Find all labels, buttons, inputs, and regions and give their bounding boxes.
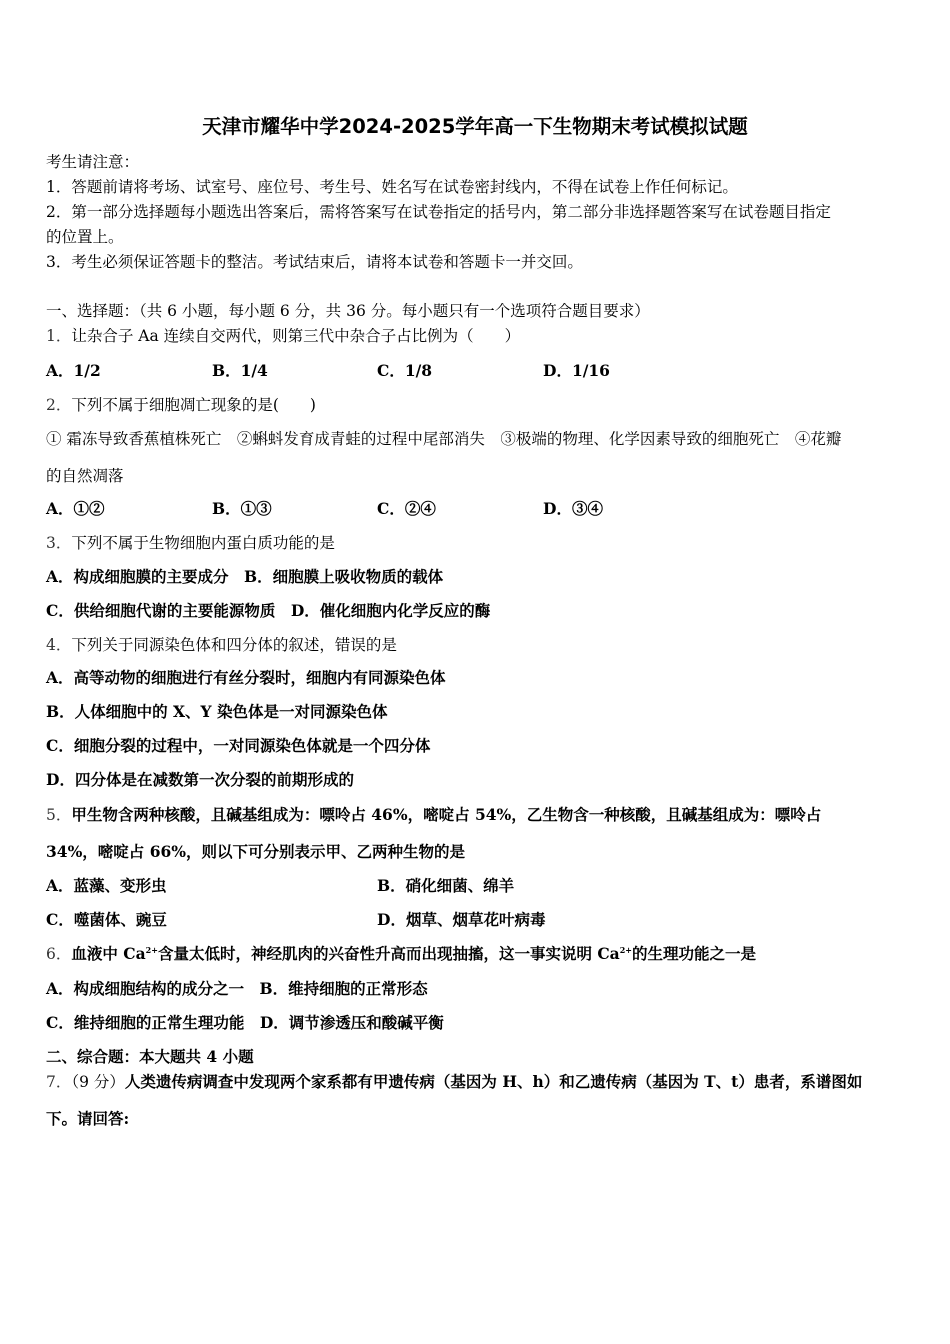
q6-options-cd: C．维持细胞的正常生理功能 D．调节渗透压和酸碱平衡 <box>46 1013 444 1032</box>
question-4 <box>46 635 397 655</box>
question-stem: 甲生物含两种核酸，且碱基组成为：嘌呤占 46%，嘧啶占 54%，乙生物含一种核酸，且碱基组成为：嘌呤占 <box>71 805 822 824</box>
superscript: 2+ <box>619 944 632 955</box>
q5-option-d: D．烟草、烟草花叶病毒 <box>377 910 546 929</box>
q1-option-c: C．1/8 <box>377 361 433 380</box>
question-number: 7． <box>46 1073 72 1091</box>
q5-stem-cont: 34%，嘧啶占 66%，则以下可分别表示甲、乙两种生物的是 <box>46 842 465 861</box>
question-number: 2． <box>46 396 72 414</box>
question-5 <box>46 805 821 825</box>
section-1-heading: 一、选择题：（共 6 小题，每小题 6 分，共 36 分。每小题只有一个选项符合题目要求） <box>46 302 650 320</box>
q2-option-d: D．③④ <box>543 499 603 518</box>
question-stem: 人类遗传病调查中发现两个家系都有甲遗传病（基因为 H、h）和乙遗传病（基因为 T、t）患者，系谱图如 <box>124 1072 863 1091</box>
question-score: （9 分） <box>71 1073 125 1091</box>
exam-title: 天津市耀华中学2024-2025学年高一下生物期末考试模拟试题 <box>202 115 748 138</box>
q2-statements-cont: 的自然凋落 <box>46 467 124 485</box>
question-number: 5． <box>46 806 72 824</box>
question-number: 1． <box>46 327 72 345</box>
question-2 <box>46 395 316 415</box>
q1-option-d: D．1/16 <box>543 361 610 380</box>
question-3 <box>46 533 335 553</box>
question-1 <box>46 326 520 346</box>
notice-item-3: 3．考生必须保证答题卡的整洁。考试结束后，请将本试卷和答题卡一并交回。 <box>46 253 583 271</box>
q3-options-ab: A．构成细胞膜的主要成分 B．细胞膜上吸收物质的载体 <box>46 567 444 586</box>
q1-option-a: A．1/2 <box>46 361 101 380</box>
section-2-heading: 二、综合题：本大题共 4 小题 <box>46 1047 254 1066</box>
q5-option-b: B．硝化细菌、绵羊 <box>377 876 515 895</box>
question-7 <box>46 1072 862 1092</box>
notice-item-1: 1．答题前请将考场、试室号、座位号、考生号、姓名写在试卷密封线内，不得在试卷上作任何标记。 <box>46 178 738 196</box>
q2-option-a: A．①② <box>46 499 105 518</box>
q4-option-a: A．高等动物的细胞进行有丝分裂时，细胞内有同源染色体 <box>46 668 446 687</box>
question-stem: 让杂合子 Aa 连续自交两代，则第三代中杂合子占比例为（ ） <box>71 327 521 345</box>
q4-option-d: D．四分体是在减数第一次分裂的前期形成的 <box>46 770 354 789</box>
question-stem: 血液中 Ca <box>71 944 146 963</box>
q4-option-b: B．人体细胞中的 X、Y 染色体是一对同源染色体 <box>46 702 388 721</box>
question-stem-3: 的生理功能之一是 <box>632 944 757 963</box>
superscript: 2+ <box>145 944 158 955</box>
q2-option-c: C．②④ <box>377 499 436 518</box>
notice-item-2: 2．第一部分选择题每小题选出答案后，需将答案写在试卷指定的括号内，第二部分非选择题答案写在试卷题目指定 <box>46 203 831 221</box>
notice-item-2-cont: 的位置上。 <box>46 228 124 246</box>
q4-option-c: C．细胞分裂的过程中，一对同源染色体就是一个四分体 <box>46 736 431 755</box>
q3-options-cd: C．供给细胞代谢的主要能源物质 D．催化细胞内化学反应的酶 <box>46 601 491 620</box>
question-stem: 下列不属于生物细胞内蛋白质功能的是 <box>71 534 335 552</box>
q5-option-a: A．蓝藻、变形虫 <box>46 876 167 895</box>
question-stem: 下列不属于细胞凋亡现象的是( ) <box>71 396 316 414</box>
q1-option-b: B．1/4 <box>212 361 268 380</box>
question-number: 3． <box>46 534 72 552</box>
q2-statements: ① 霜冻导致香蕉植株死亡 ②蝌蚪发育成青蛙的过程中尾部消失 ③极端的物理、化学因素导致的细胞死亡 ④花瓣 <box>46 430 842 448</box>
question-6 <box>46 944 756 964</box>
question-stem-2: 含量太低时，神经肌肉的兴奋性升高而出现抽搐，这一事实说明 Ca <box>157 944 620 963</box>
question-number: 6． <box>46 945 72 963</box>
q7-stem-cont: 下。请回答: <box>46 1109 130 1128</box>
q5-option-c: C．噬菌体、豌豆 <box>46 910 167 929</box>
q2-option-b: B．①③ <box>212 499 272 518</box>
question-stem: 下列关于同源染色体和四分体的叙述，错误的是 <box>71 636 397 654</box>
notice-heading: 考生请注意： <box>46 153 140 171</box>
question-number: 4． <box>46 636 72 654</box>
q6-options-ab: A．构成细胞结构的成分之一 B．维持细胞的正常形态 <box>46 979 428 998</box>
